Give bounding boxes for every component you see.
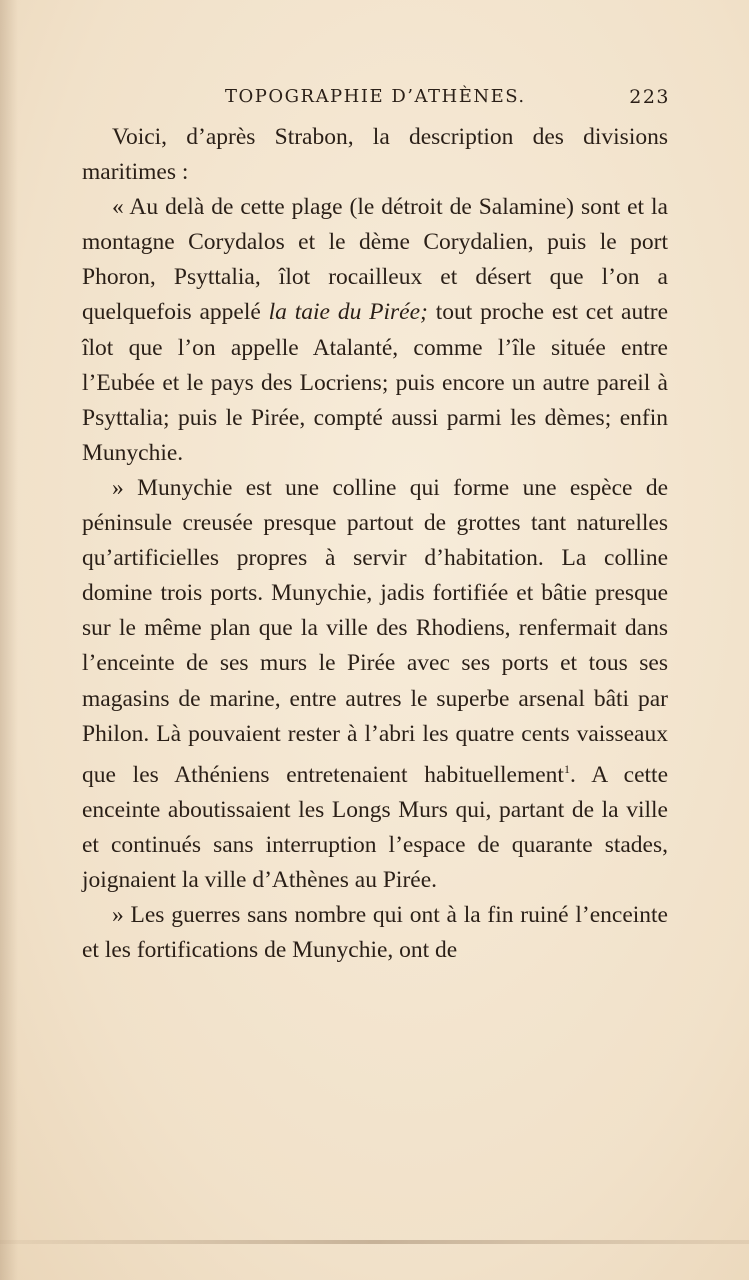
paragraph-2-italic: la taie du Pirée; [268,299,428,326]
paragraph-1 [82,120,668,190]
paragraph-2-text-b: tout proche est cet autre îlot que l’on appelle Atalanté, comme l’île située entre l’Eubée et le pays des Locriens; puis encore un autre pareil à Psyttalia; puis le Pirée, compté aussi parmi les dèmes; enfin Munychie. [82,299,668,466]
page-header [80,86,670,114]
paragraph-2-text-a: « Au delà de cette plage (le détroit de Salamine) sont et la montagne Corydalos et le dème Corydalien, puis le port Phoron, Psyttalia, îlot rocailleux et désert que l’on a quelquefois appelé [82,194,668,326]
footnote-marker[interactable]: 1 [563,761,570,776]
paragraph-4 [82,898,668,968]
paragraph-2 [82,190,668,471]
paragraph-3 [82,471,668,898]
body-text [82,120,668,968]
page-number: 223 [629,86,670,108]
paragraph-4-text: » Les guerres sans nombre qui ont à la fin ruiné l’enceinte et les fortifications de Munychie, ont de [82,902,668,964]
paragraph-3-text-b: . A cette enceinte aboutissaient les Longs Murs qui, partant de la ville et continués sans interruption l’espace de quarante stades, joignaient la ville d’Athènes au Pirée. [82,761,668,893]
running-title: TOPOGRAPHIE D’ATHÈNES. [225,86,526,107]
page-edge-line [0,1240,749,1244]
paragraph-1-text: Voici, d’après Strabon, la description des divisions maritimes : [82,124,668,186]
page-gutter-shadow [0,0,18,1280]
paragraph-3-text: » Munychie est une colline qui forme une espèce de péninsule creusée presque partout de grottes tant naturelles qu’artificielles propres à servir d’habitation. La colline domine trois ports. Munychie, jadis fortifiée et bâtie presque sur le même plan que la ville des Rhodiens, renfermait dans l’enceinte de ses murs le Pirée avec ses ports et tous ses magasins de marine, entre autres le superbe arsenal bâti par Philon. Là pouvaient rester à l’abri les quatre cents vaisseaux que les Athéniens entretenaient habituellement [82,474,668,788]
